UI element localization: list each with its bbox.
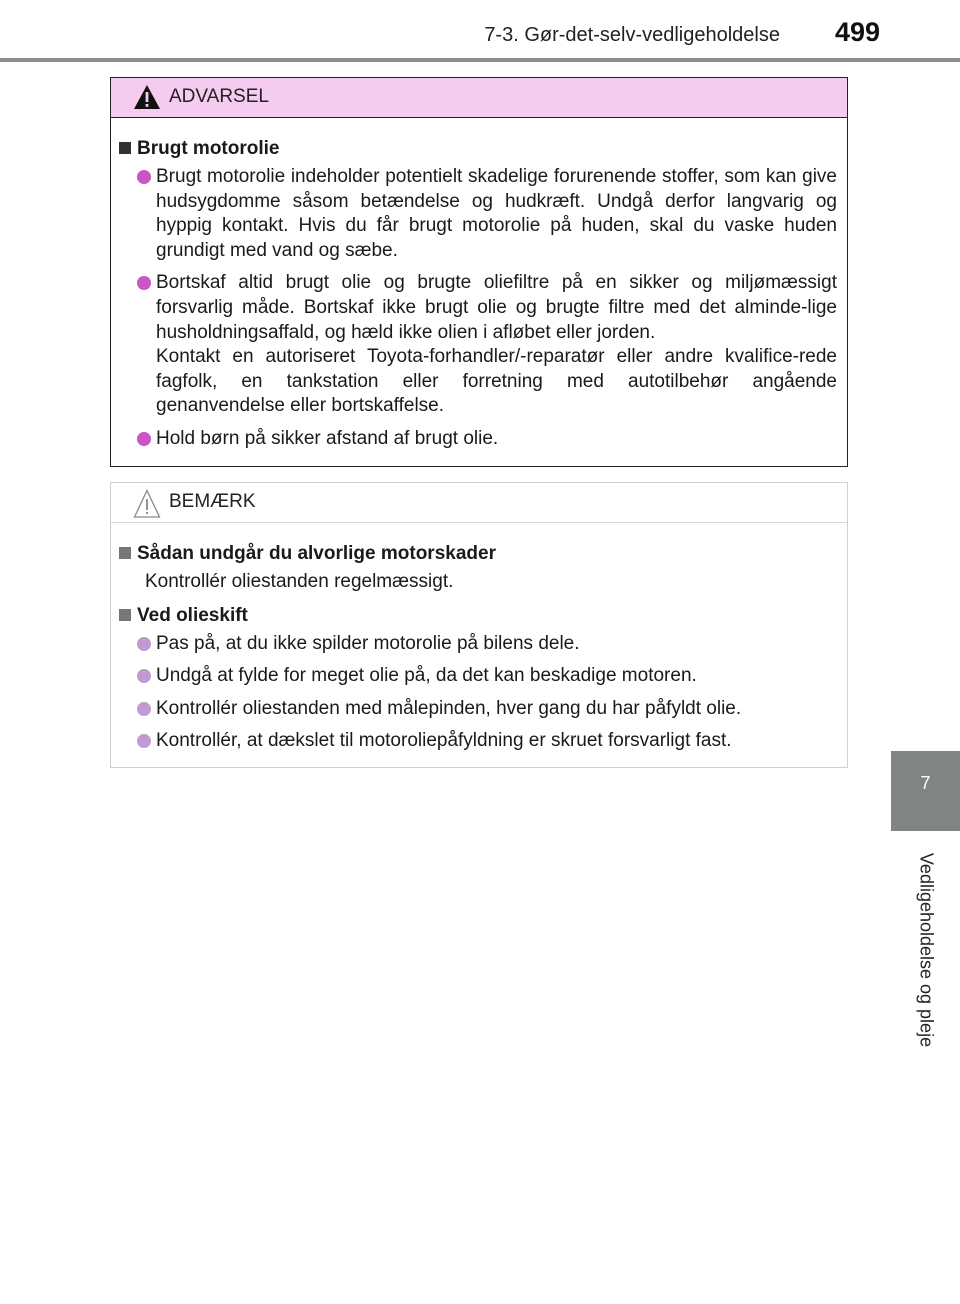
section-heading-text: Brugt motorolie [137, 138, 280, 159]
note-body [111, 523, 847, 754]
list-item-text: Hold børn på sikker afstand af brugt olie. [156, 427, 499, 449]
circle-bullet-icon [137, 276, 151, 290]
warning-title: ADVARSEL [169, 86, 269, 107]
circle-bullet-icon [137, 432, 151, 446]
chapter-label: Vedligeholdelse og pleje [916, 852, 937, 1048]
circle-bullet-icon [137, 637, 151, 651]
circle-bullet-icon [137, 170, 151, 184]
list-item-text: Kontrollér oliestanden med målepinden, hver gang du har påfyldt olie. [156, 697, 742, 719]
square-bullet-icon [119, 547, 131, 559]
chapter-number: 7 [920, 773, 931, 793]
list-item-text: Pas på, at du ikke spilder motorolie på bilens dele. [156, 632, 580, 654]
note-header [111, 483, 847, 523]
chapter-tab [891, 751, 960, 831]
list-item-text: Undgå at fylde for meget olie på, da det kan beskadige motoren. [156, 665, 697, 687]
section-heading [119, 136, 837, 161]
warning-header [111, 78, 847, 118]
list-item [137, 729, 837, 754]
list-item [137, 664, 837, 689]
caution-triangle-icon [133, 489, 161, 519]
section-heading [119, 603, 837, 628]
list-item [137, 697, 837, 722]
warning-box [110, 77, 848, 467]
list-item [137, 271, 837, 419]
list-item-continuation: Kontakt en autoriseret Toyota-forhandler/-reparatør eller andre kvalifice-rede fagfolk, en tankstation eller forretning med autotilbehør angående genanvendelse eller bortskaffelse. [156, 346, 837, 417]
header-rule [0, 58, 960, 62]
page-number: 499 [834, 17, 880, 47]
square-bullet-icon [119, 142, 131, 154]
circle-bullet-icon [137, 702, 151, 716]
list-item-text: Kontrollér, at dækslet til motoroliepåfyldning er skruet forsvarligt fast. [156, 730, 732, 752]
list-item-text: Brugt motorolie indeholder potentielt skadelige forurenende stoffer, som kan give hudsygdomme såsom betændelse og hudkræft. Undgå derfor langvarig og hyppig kontakt. Hvis du får brugt motorolie på huden, skal du vaske huden grundigt med vand og sæbe. [156, 166, 837, 261]
warning-triangle-icon [133, 84, 161, 110]
circle-bullet-icon [137, 669, 151, 683]
section-heading-text: Ved olieskift [137, 604, 248, 626]
warning-body [111, 118, 847, 452]
section-heading-text: Sådan undgår du alvorlige motorskader [137, 543, 496, 564]
section-heading [119, 541, 837, 566]
square-bullet-icon [119, 609, 131, 621]
circle-bullet-icon [137, 734, 151, 748]
header-title: 7-3. Gør-det-selv-vedligeholdelse [484, 24, 780, 46]
note-title: BEMÆRK [169, 491, 256, 512]
list-item [137, 427, 837, 452]
note-box [110, 482, 848, 768]
list-item [137, 165, 837, 263]
list-item-text: Bortskaf altid brugt olie og brugte oliefiltre på en sikker og miljømæssigt forsvarlig måde. Bortskaf ikke brugt olie og brugte filtre med det alminde-lige husholdningsaffald, og hæld ikke olien i afløbet eller jorden. [156, 272, 837, 343]
list-item [137, 632, 837, 657]
section-text: Kontrollér oliestanden regelmæssigt. [145, 571, 454, 592]
